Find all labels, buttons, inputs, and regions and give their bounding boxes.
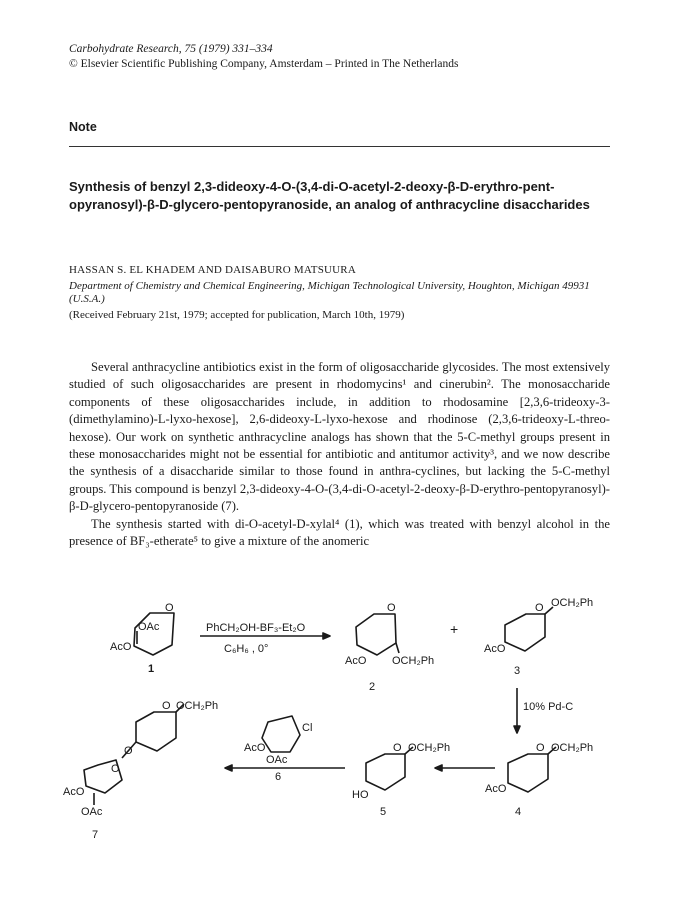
ring-compound-1 <box>134 613 174 655</box>
ring-compound-3 <box>505 614 545 651</box>
ring-compound-2 <box>356 614 396 655</box>
article-title: Synthesis of benzyl 2,3-dideoxy-4-O-(3,4-di-O-acetyl-2-deoxy-β-D-erythro-pent-opyranosyl)-β-D-glycero-pentopyranoside, an analog of anthracycline disaccharides <box>69 179 590 212</box>
ring-compound-5 <box>366 754 405 790</box>
ring-oxygen-label: O <box>111 763 120 775</box>
substituent-label: OCH₂Ph <box>551 742 594 754</box>
journal-citation: Carbohydrate Research, 75 (1979) 331–334 <box>69 43 273 55</box>
ring-oxygen-label: O <box>165 602 174 614</box>
section-label: Note <box>69 120 97 134</box>
substituent-label: AcO <box>244 742 266 754</box>
substituent-label: AcO <box>110 641 132 653</box>
paragraph: The synthesis started with di-O-acetyl-D-xylal⁴ (1), which was treated with benzyl alcohol in the presence of BF₃-etherate⁵ to give a mixture of the anomeric <box>69 516 610 549</box>
ring-oxygen-label: O <box>536 742 545 754</box>
ring-oxygen-label: O <box>535 602 544 614</box>
reagent-label: PhCH₂OH-BF₃-Et₂O <box>206 622 306 634</box>
publisher-line: © Elsevier Scientific Publishing Company, Amsterdam – Printed in The Netherlands <box>69 58 459 70</box>
reagent-label: 10% Pd-C <box>523 701 574 713</box>
ring-oxygen-label: O <box>387 602 396 614</box>
compound-number-3: 3 <box>514 665 521 677</box>
authors: HASSAN S. EL KHADEM AND DAISABURO MATSUURA <box>69 264 356 276</box>
substituent-label: HO <box>352 789 369 801</box>
substituent-label: OAc <box>81 806 103 818</box>
substituent-label: AcO <box>484 643 506 655</box>
substituent-label: Cl <box>302 722 313 734</box>
ring-oxygen-label: O <box>393 742 402 754</box>
substituent-label: OCH₂Ph <box>392 655 435 667</box>
affiliation: Department of Chemistry and Chemical Engineering, Michigan Technological University, Houghton, Michigan 49931 (U.S.A.) <box>69 280 590 305</box>
compound-number-7: 7 <box>92 829 99 841</box>
ring-oxygen-label: O <box>162 700 171 712</box>
glycosidic-oxygen-label: O <box>124 745 133 757</box>
ring-compound-4 <box>508 754 548 792</box>
substituent-label: OAc <box>138 621 160 633</box>
compound-number-6: 6 <box>275 771 282 783</box>
substituent-label: OAc <box>266 754 288 766</box>
substituent-label: OCH₂Ph <box>408 742 451 754</box>
paragraph: Several anthracycline antibiotics exist in the form of oligosaccharide glycosides. The most extensively studied of such oligosaccharides are present in rhodomycins¹ and cinerubin². The monosaccharide components of these oligosaccharides include, in addition to rhodosamine [2,3,6-trideoxy-3-(dimethylamino)-L-lyxo-hexose], 2,6-dideoxy-L-lyxo-hexose and rhodinose (2,3,6-trideoxy-L-threo-hexose). Our work on synthetic anthracycline analogs has shown that the 5-C-methyl groups present in these monosaccharides might not be essential for antibiotic and antitumor activity³, and we now describe the synthesis of a disaccharide similar to those found in anthra-cyclines, but lacking the 5-C-methyl groups. This compound is benzyl 2,3-dideoxy-4-O-(3,4-di-O-acetyl-2-deoxy-β-D-erythro-pentopyranosyl)-β-D-glycero-pentopyranoside (7). <box>69 360 610 514</box>
ring-compound-6 <box>262 716 300 752</box>
compound-number-5: 5 <box>380 806 387 818</box>
ring-compound-7-upper <box>136 712 176 751</box>
compound-number-1: 1 <box>148 663 155 675</box>
compound-number-4: 4 <box>515 806 522 818</box>
substituent-label: AcO <box>63 786 85 798</box>
substituent-label: OCH₂Ph <box>551 597 594 609</box>
substituent-label: OCH₂Ph <box>176 700 219 712</box>
compound-number-2: 2 <box>369 681 376 693</box>
substituent-label: AcO <box>345 655 367 667</box>
received-dates: (Received February 21st, 1979; accepted for publication, March 10th, 1979) <box>69 309 405 321</box>
conditions-label: C₆H₆ , 0° <box>224 643 269 655</box>
substituent-label: AcO <box>485 783 507 795</box>
plus-sign: + <box>450 621 459 637</box>
